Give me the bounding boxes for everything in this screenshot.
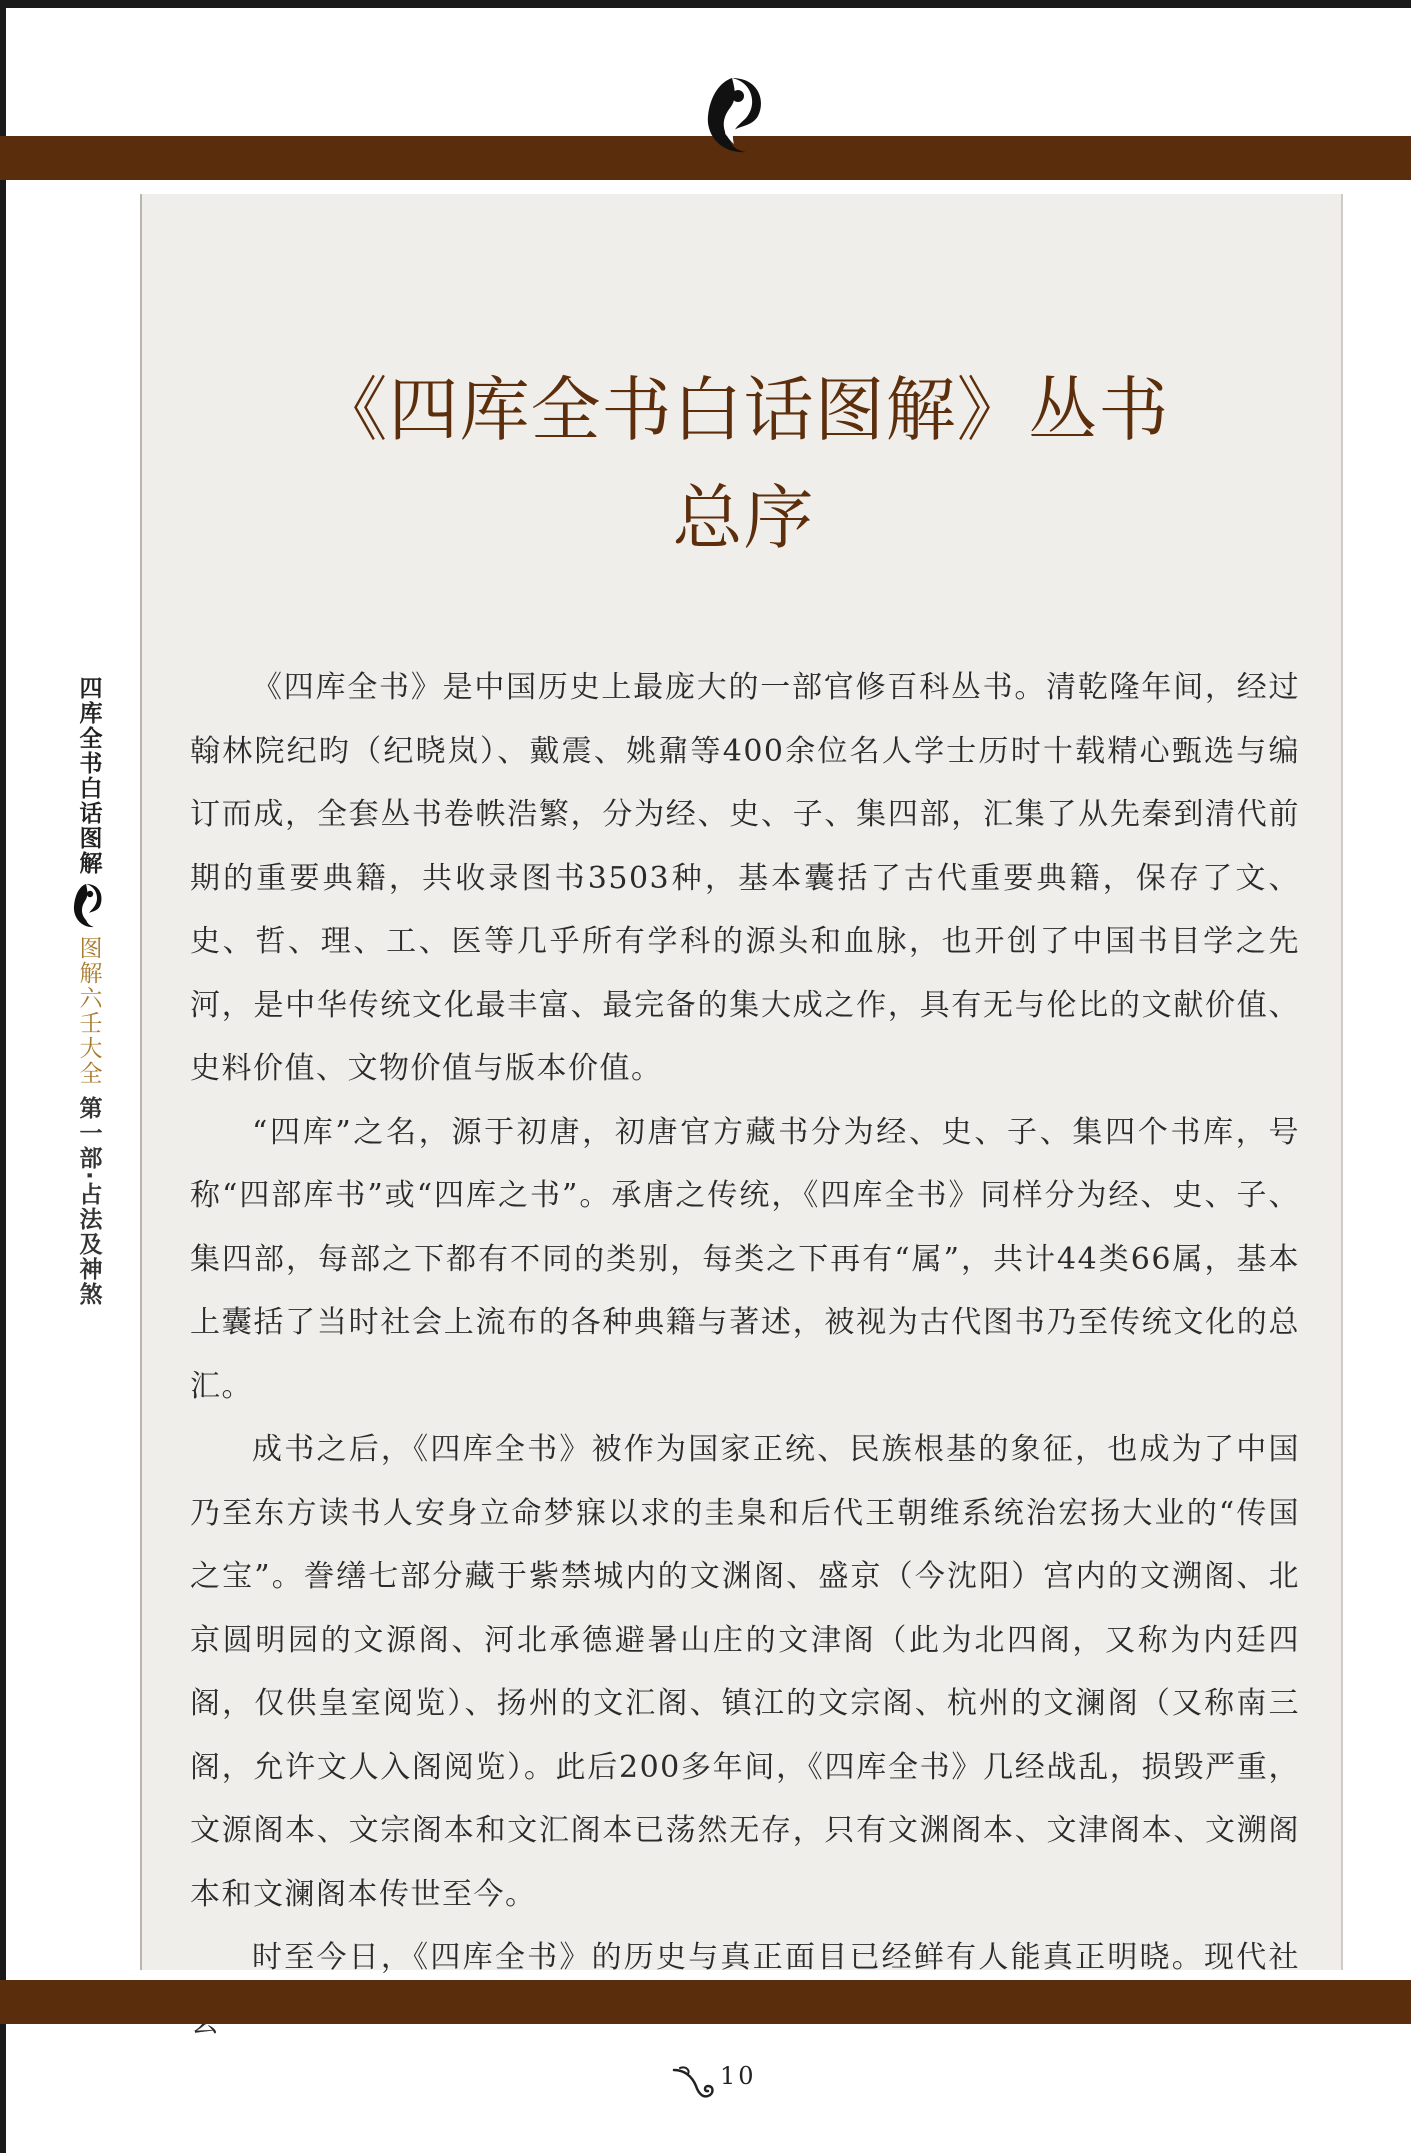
side-caption — [68, 676, 108, 1307]
side-series-title: 图解六壬大全 — [75, 936, 102, 1086]
side-book-title: 四库全书白话图解 — [75, 676, 102, 876]
bottom-band — [0, 1980, 1411, 2024]
yinyang-icon — [700, 74, 770, 154]
paragraph-3: 成书之后，《四库全书》被作为国家正统、民族根基的象征，也成为了中国乃至东方读书人安身立命梦寐以求的圭臬和后代王朝维系统治宏扬大业的“传国之宝”。誊缮七部分藏于紫禁城内的文渊阁、盛京（今沈阳）宫内的文溯阁、北京圆明园的文源阁、河北承德避暑山庄的文津阁（此为北四阁，又称为内廷四阁，仅供皇室阅览）、扬州的文汇阁、镇江的文宗阁、杭州的文澜阁（又称南三阁，允许文人入阁阅览）。此后200多年间，《四库全书》几经战乱，损毁严重，文源阁本、文宗阁本和文汇阁本已荡然无存，只有文渊阁本、文津阁本、文溯阁本和文澜阁本传世至今。 — [190, 1432, 1300, 1912]
paragraph-4: 时至今日，《四库全书》的历史与真正面目已经鲜有人能真正明晓。现代社 — [252, 1940, 1300, 1975]
scroll-ornament-icon — [672, 2064, 718, 2104]
side-part-title: 第一部·占法及神煞 — [75, 1096, 102, 1307]
body-text — [190, 656, 1300, 2053]
page-title: 《四库全书白话图解》丛书 — [317, 369, 1170, 451]
paragraph-1: 《四库全书》是中国历史上最庞大的一部官修百科丛书。清乾隆年间，经过翰林院纪昀（纪晓岚）、戴震、姚鼐等400余位名人学士历时十载精心甄选与编订而成，全套丛书卷帙浩繁，分为经、史、子、集四部，汇集了从先秦到清代前期的重要典籍，共收录图书3503种，基本囊括了古代重要典籍，保存了文、史、哲、理、工、医等几乎所有学科的源头和血脉，也开创了中国书目学之先河，是中华传统文化最丰富、最完备的集大成之作，具有无与伦比的文献价值、史料价值、文物价值与版本价值。 — [190, 670, 1300, 1086]
left-edge — [0, 0, 6, 2153]
content-panel — [140, 194, 1343, 1975]
page-number: 10 — [720, 2062, 757, 2090]
side-yinyang-icon — [70, 882, 106, 928]
paragraph-2: “四库”之名，源于初唐，初唐官方藏书分为经、史、子、集四个书库，号称“四部库书”或“四库之书”。承唐之传统，《四库全书》同样分为经、史、子、集四部，每部之下都有不同的类别，每类之下再有“属”，共计44类66属，基本上囊括了当时社会上流布的各种典籍与著述，被视为古代图书乃至传统文化的总汇。 — [190, 1114, 1300, 1404]
page-subtitle: 总序 — [672, 477, 815, 559]
top-edge — [0, 0, 1411, 8]
page-footer — [672, 2062, 757, 2104]
